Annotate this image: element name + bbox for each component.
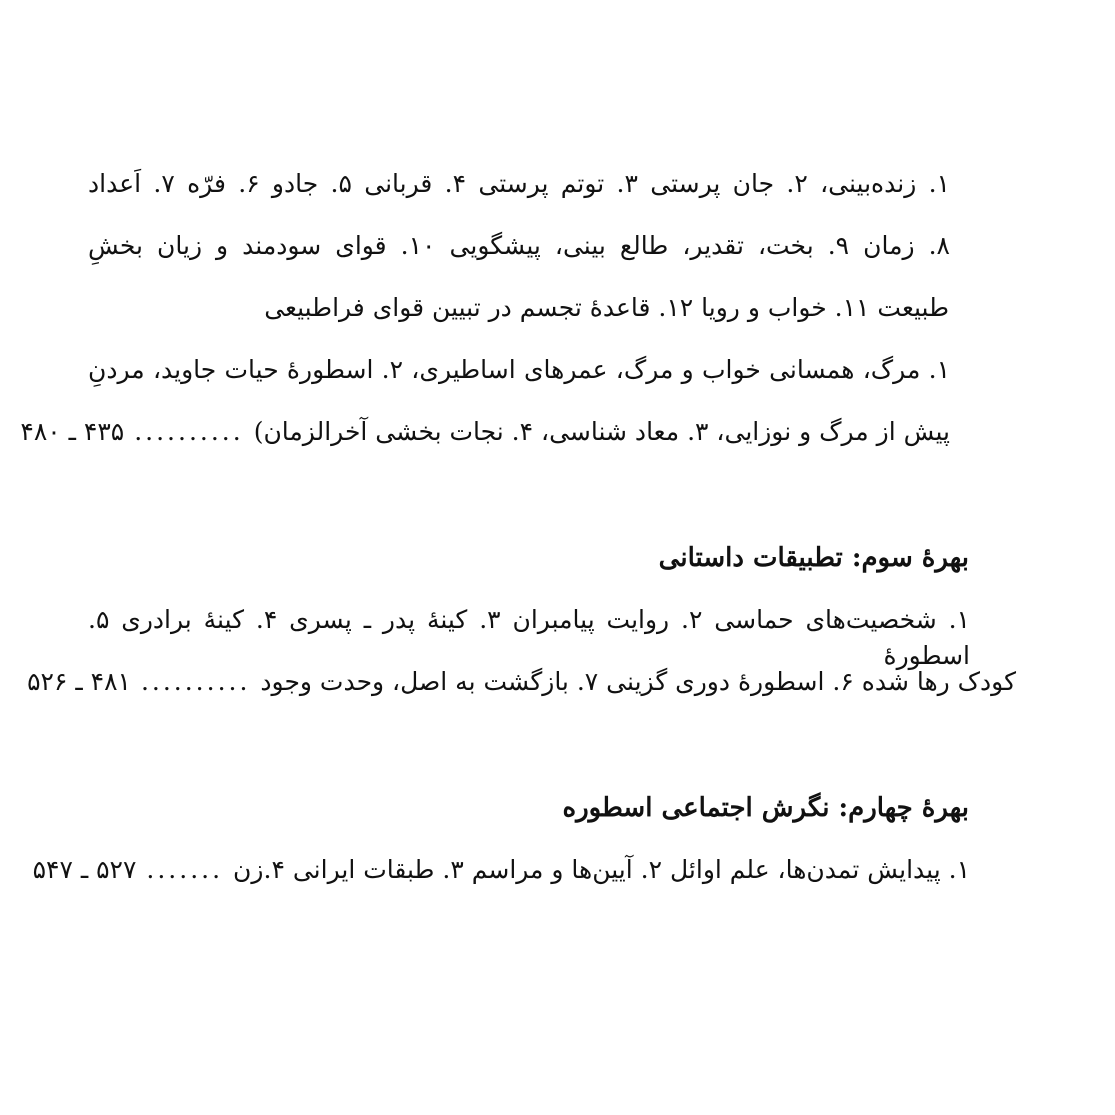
toc-page-range: ۴۸۱ ـ ۵۲۶ bbox=[27, 667, 131, 696]
toc-entry-with-pages bbox=[32, 852, 970, 888]
section-heading: بهرهٔ چهارم: نگرش اجتماعی اسطوره bbox=[562, 793, 969, 823]
section-heading: بهرهٔ سوم: تطبیقات داستانی bbox=[658, 543, 969, 573]
toc-entry-text: ۱. پیدایش تمدن‌ها، علم اوائل ۲. آیین‌ها و مراسم ۳. طبقات ایرانی ۴.زن bbox=[233, 855, 970, 884]
toc-entry-text: کودک رها شده ۶. اسطورهٔ دوری گزینی ۷. بازگشت به اصل، وحدت وجود bbox=[260, 667, 1016, 696]
toc-entry-line: ۱. مرگ، همسانی خواب و مرگ، عمرهای اساطیری، ۲. اسطورهٔ حیات جاوید، مردنِ bbox=[88, 355, 950, 384]
toc-entry-text: پیش از مرگ و نوزایی، ۳. معاد شناسی، ۴. نجات بخشی آخرالزمان) bbox=[253, 417, 950, 446]
toc-entry-with-pages bbox=[27, 664, 1016, 700]
toc-entry-line: ۱. زنده‌بینی، ۲. جان پرستی ۳. توتم پرستی ۴. قربانی ۵. جادو ۶. فرّه ۷. اَعداد bbox=[88, 169, 950, 198]
toc-page-range: ۵۲۷ ـ ۵۴۷ bbox=[32, 855, 137, 884]
toc-leader-dots: ....... bbox=[146, 855, 224, 884]
toc-entry-line: طبیعت ۱۱. خواب و رویا ۱۲. قاعدهٔ تجسم در تبیین قوای فراطبیعی bbox=[264, 293, 949, 322]
toc-entry-line: ۱. شخصیت‌های حماسی ۲. روایت پیامبران ۳. کینهٔ پدر ـ پسری ۴. کینهٔ برادری ۵. اسطورهٔ bbox=[88, 605, 970, 670]
toc-leader-dots: .......... bbox=[134, 417, 244, 446]
toc-leader-dots: .......... bbox=[140, 667, 251, 696]
toc-page-range: ۴۳۵ ـ ۴۸۰ bbox=[20, 417, 125, 446]
toc-entry-with-pages bbox=[20, 414, 950, 450]
toc-entry-line: ۸. زمان ۹. بخت، تقدیر، طالع بینی، پیشگویی ۱۰. قوای سودمند و زیان بخشِ bbox=[88, 231, 950, 260]
